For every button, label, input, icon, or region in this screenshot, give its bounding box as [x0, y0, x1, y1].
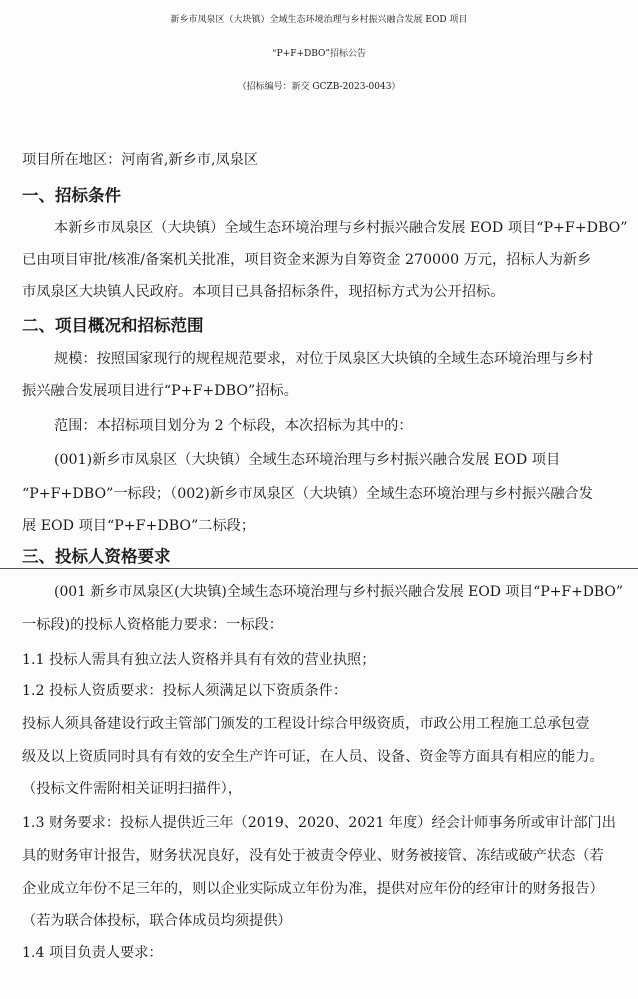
section3-text-line: 具的财务审计报告，财务状况良好，没有处于被责令停业、财务被接管、冻结或破产状态（若 — [22, 848, 604, 864]
section2-text-line: 振兴融合发展项目进行“P+F+DBO”招标。 — [22, 383, 298, 399]
section1-text-line: 已由项目审批/核准/备案机关批准，项目资金来源为自筹资金 270000 万元，招标人为新乡 — [22, 252, 592, 268]
section1-text-line: 市凤泉区大块镇人民政府。本项目已具备招标条件，现招标方式为公开招标。 — [22, 284, 505, 300]
section3-text-line: 企业成立年份不足三年的，则以企业实际成立年份为准，提供对应年份的经审计的财务报告） — [22, 881, 604, 897]
section3-text-line: (001 新乡市凤泉区(大块镇)全域生态环境治理与乡村振兴融合发展 EOD 项目“P+F+DBO” — [54, 584, 623, 600]
scan-divider — [0, 568, 638, 569]
section2-text-line: (001)新乡市凤泉区（大块镇）全域生态环境治理与乡村振兴融合发展 EOD 项目 — [54, 452, 561, 468]
title-line-3: （招标编号：新交 GCZB-2023-0043） — [237, 82, 401, 92]
section3-heading: 三、投标人资格要求 — [22, 547, 171, 566]
section1-heading: 一、招标条件 — [22, 186, 121, 205]
section2-text-line: 展 EOD 项目“P+F+DBO”二标段； — [22, 518, 256, 534]
section3-text-line: 1.2 投标人资质要求：投标人须满足以下资质条件： — [22, 683, 348, 699]
section3-text-line: （若为联合体投标，联合体成员均须提供） — [22, 913, 292, 929]
section3-text-line: 1.1 投标人需具有独立法人资格并具有有效的营业执照； — [22, 652, 376, 668]
section2-text-line: 规模：按照国家现行的规程规范要求，对位于凤泉区大块镇的全域生态环境治理与乡村 — [54, 351, 594, 367]
section3-text-line: 1.4 项目负责人要求： — [22, 945, 163, 961]
title-line-2: “P+F+DBO”招标公告 — [272, 49, 366, 59]
section3-text-line: 一标段)的投标人资格能力要求：一标段： — [22, 617, 283, 633]
section2-text-line: 范围：本招标项目划分为 2 个标段，本次招标为其中的： — [54, 418, 413, 434]
section2-text-line: “P+F+DBO”一标段；（002)新乡市凤泉区（大块镇）全域生态环境治理与乡村振兴融合发 — [22, 486, 593, 502]
section2-heading: 二、项目概况和招标范围 — [22, 316, 204, 335]
project-location: 项目所在地区：河南省,新乡市,凤泉区 — [22, 152, 259, 168]
section3-text-line: 1.3 财务要求：投标人提供近三年（2019、2020、2021 年度）经会计师事务所或审计部门出 — [22, 815, 616, 831]
section1-text-line: 本新乡市凤泉区（大块镇）全域生态环境治理与乡村振兴融合发展 EOD 项目“P+F+DBO” — [54, 220, 628, 236]
section3-text-line: 投标人须具备建设行政主管部门颁发的工程设计综合甲级资质，市政公用工程施工总承包壹 — [22, 716, 590, 732]
title-line-1: 新乡市凤泉区（大块镇）全域生态环境治理与乡村振兴融合发展 EOD 项目 — [170, 15, 468, 25]
section3-text-line: 级及以上资质同时具有有效的安全生产许可证，在人员、设备、资金等方面具有相应的能力。 — [22, 749, 604, 765]
section3-text-line: （投标文件需附相关证明扫描件）， — [22, 781, 242, 797]
